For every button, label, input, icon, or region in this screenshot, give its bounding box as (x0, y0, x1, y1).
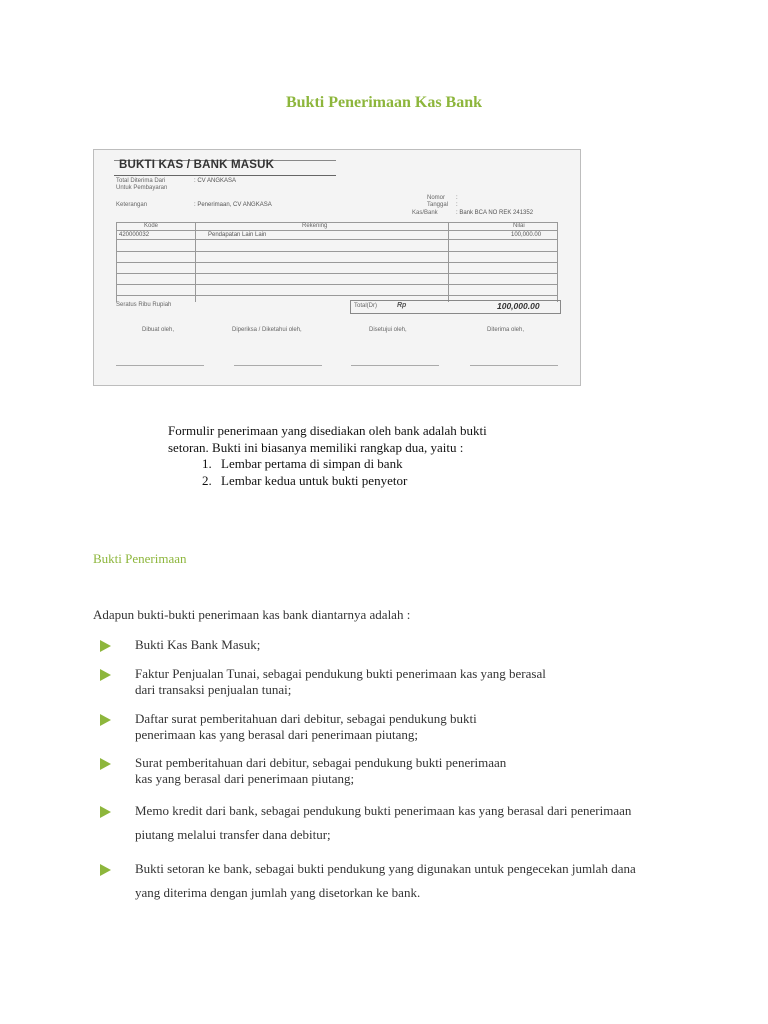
value-tanggal: : (456, 202, 458, 208)
cell-rekening: Pendapatan Lain Lain (208, 232, 267, 238)
currency-label: Rp (397, 302, 407, 309)
total-box (350, 300, 561, 314)
value-keterangan: : Penerimaan, CV ANGKASA (194, 202, 272, 208)
terbilang-text: Seratus Ribu Rupiah (116, 302, 172, 308)
label-total-diterima: Total Diterima Dari (116, 178, 166, 184)
triangle-arrow-icon (100, 640, 111, 652)
total-value: 100,000.00 (497, 301, 540, 311)
value-kasbank: : Bank BCA NO REK 241352 (456, 210, 534, 216)
list-item: 2. Lembar kedua untuk bukti penyetor (215, 473, 498, 490)
signature-disetujui: Disetujui oleh, (369, 327, 407, 333)
description-paragraph (168, 423, 498, 489)
triangle-arrow-icon (100, 806, 111, 818)
bullet-text: Surat pemberitahuan dari debitur, sebagai pendukung bukti penerimaan kas yang berasal dari penerimaan piutang; (135, 755, 507, 786)
value-nomor: : (456, 195, 458, 201)
signature-dibuat: Dibuat oleh, (142, 327, 175, 333)
label-untuk-pembayaran: Untuk Pembayaran (116, 185, 168, 191)
section-heading: Bukti Penerimaan (93, 551, 187, 566)
value-total-diterima: : CV ANGKASA (194, 178, 237, 184)
bullet-text: Memo kredit dari bank, sebagai pendukung bukti penerimaan kas yang berasal dari penerimaan piutang melalui transfer dana debitur; (135, 803, 632, 842)
triangle-arrow-icon (100, 758, 111, 770)
signature-line (470, 365, 558, 366)
col-rekening: Rekening (302, 223, 328, 229)
label-keterangan: Keterangan (116, 202, 148, 208)
cell-kode: 420000032 (119, 232, 150, 238)
col-kode: Kode (144, 223, 159, 229)
bullet-text: Faktur Penjualan Tunai, sebagai pendukung bukti penerimaan kas yang berasal dari transaksi penjualan tunai; (135, 666, 546, 697)
label-kasbank: Kas/Bank (412, 210, 438, 216)
bullet-text: Bukti setoran ke bank, sebagai bukti pendukung yang digunakan untuk pengecekan jumlah dana yang diterima dengan jumlah yang disetorkan ke bank. (135, 861, 636, 900)
signature-diperiksa: Diperiksa / Diketahui oleh, (232, 327, 302, 333)
intro-text: Adapun bukti-bukti penerimaan kas bank diantarnya adalah : (93, 607, 411, 622)
bullet-text: Daftar surat pemberitahuan dari debitur, sebagai pendukung bukti penerimaan kas yang berasal dari penerimaan piutang; (135, 711, 477, 742)
col-nilai: Nilai (513, 223, 525, 229)
page-title: Bukti Penerimaan Kas Bank (285, 94, 483, 111)
bullet-text: Bukti Kas Bank Masuk; (135, 637, 261, 652)
copy-list (168, 456, 498, 489)
total-label: Total(Dr) (354, 303, 378, 309)
signature-line (351, 365, 439, 366)
bukti-kas-bank-masuk-form (93, 149, 581, 386)
paragraph-text: Formulir penerimaan yang disediakan oleh bank adalah bukti setoran. Bukti ini biasanya memiliki rangkap dua, yaitu : (168, 423, 487, 455)
list-item: 1. Lembar pertama di simpan di bank (215, 456, 498, 473)
label-tanggal: Tanggal (427, 202, 449, 208)
cell-nilai: 100,000.00 (511, 232, 542, 238)
signature-line (234, 365, 322, 366)
triangle-arrow-icon (100, 864, 111, 876)
form-table (116, 222, 558, 302)
triangle-arrow-icon (100, 669, 111, 681)
signature-diterima: Diterima oleh, (487, 327, 525, 333)
form-heading: BUKTI KAS / BANK MASUK (119, 159, 275, 171)
triangle-arrow-icon (100, 714, 111, 726)
signature-line (116, 365, 204, 366)
label-nomor: Nomor (427, 195, 446, 201)
